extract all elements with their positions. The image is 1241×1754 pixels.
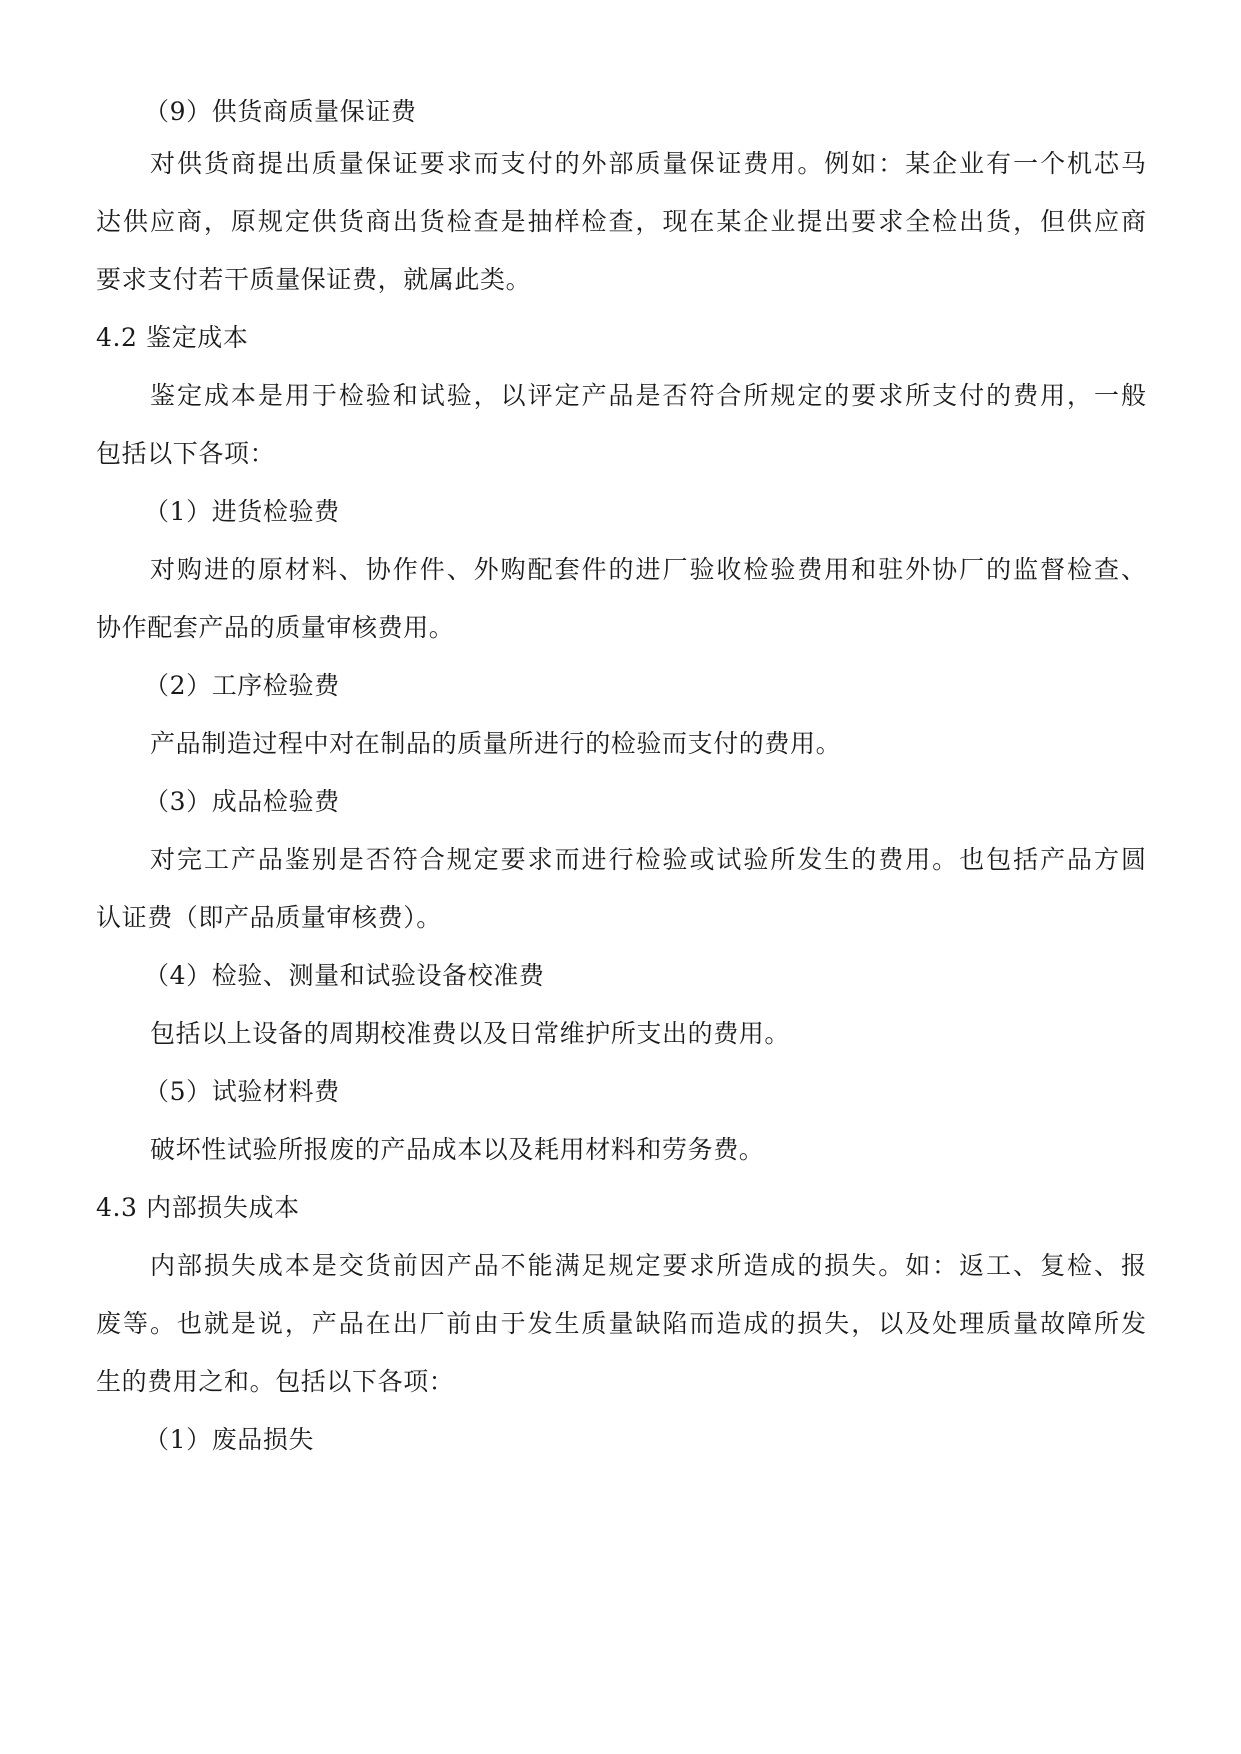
paragraph-line: 破坏性试验所报废的产品成本以及耗用材料和劳务费。 [150,1135,765,1164]
item-heading: （4）检验、测量和试验设备校准费 [144,961,545,990]
paragraph-line: 达供应商，原规定供货商出货检查是抽样检查，现在某企业提出要求全检出货，但供应商 [96,207,1146,236]
section-heading: 4.3 内部损失成本 [96,1193,300,1222]
paragraph-line: 认证费（即产品质量审核费）。 [96,903,442,932]
paragraph-line: 要求支付若干质量保证费，就属此类。 [96,265,532,294]
paragraph-line: 包括以下各项： [96,439,276,468]
item-heading: （5）试验材料费 [144,1077,340,1106]
paragraph-line: 对购进的原材料、协作件、外购配套件的进厂验收检验费用和驻外协厂的监督检查、 [150,555,1146,584]
paragraph-line: 协作配套产品的质量审核费用。 [96,613,455,642]
item-heading: （2）工序检验费 [144,671,340,700]
section-heading: 4.2 鉴定成本 [96,323,249,352]
paragraph-line: 生的费用之和。包括以下各项： [96,1367,455,1396]
paragraph-line: 对完工产品鉴别是否符合规定要求而进行检验或试验所发生的费用。也包括产品方圆 [150,845,1146,874]
item-heading: （1）废品损失 [144,1425,315,1454]
paragraph-line: 对供货商提出质量保证要求而支付的外部质量保证费用。例如：某企业有一个机芯马 [150,149,1146,178]
item-heading: （1）进货检验费 [144,497,340,526]
paragraph-line: 包括以上设备的周期校准费以及日常维护所支出的费用。 [150,1019,791,1048]
item-heading: （9）供货商质量保证费 [144,97,417,126]
paragraph-line: 产品制造过程中对在制品的质量所进行的检验而支付的费用。 [150,729,842,758]
paragraph-line: 鉴定成本是用于检验和试验，以评定产品是否符合所规定的要求所支付的费用，一般 [150,381,1146,410]
item-heading: （3）成品检验费 [144,787,340,816]
paragraph-line: 内部损失成本是交货前因产品不能满足规定要求所造成的损失。如：返工、复检、报 [150,1251,1146,1280]
paragraph-line: 废等。也就是说，产品在出厂前由于发生质量缺陷而造成的损失，以及处理质量故障所发 [96,1309,1146,1338]
